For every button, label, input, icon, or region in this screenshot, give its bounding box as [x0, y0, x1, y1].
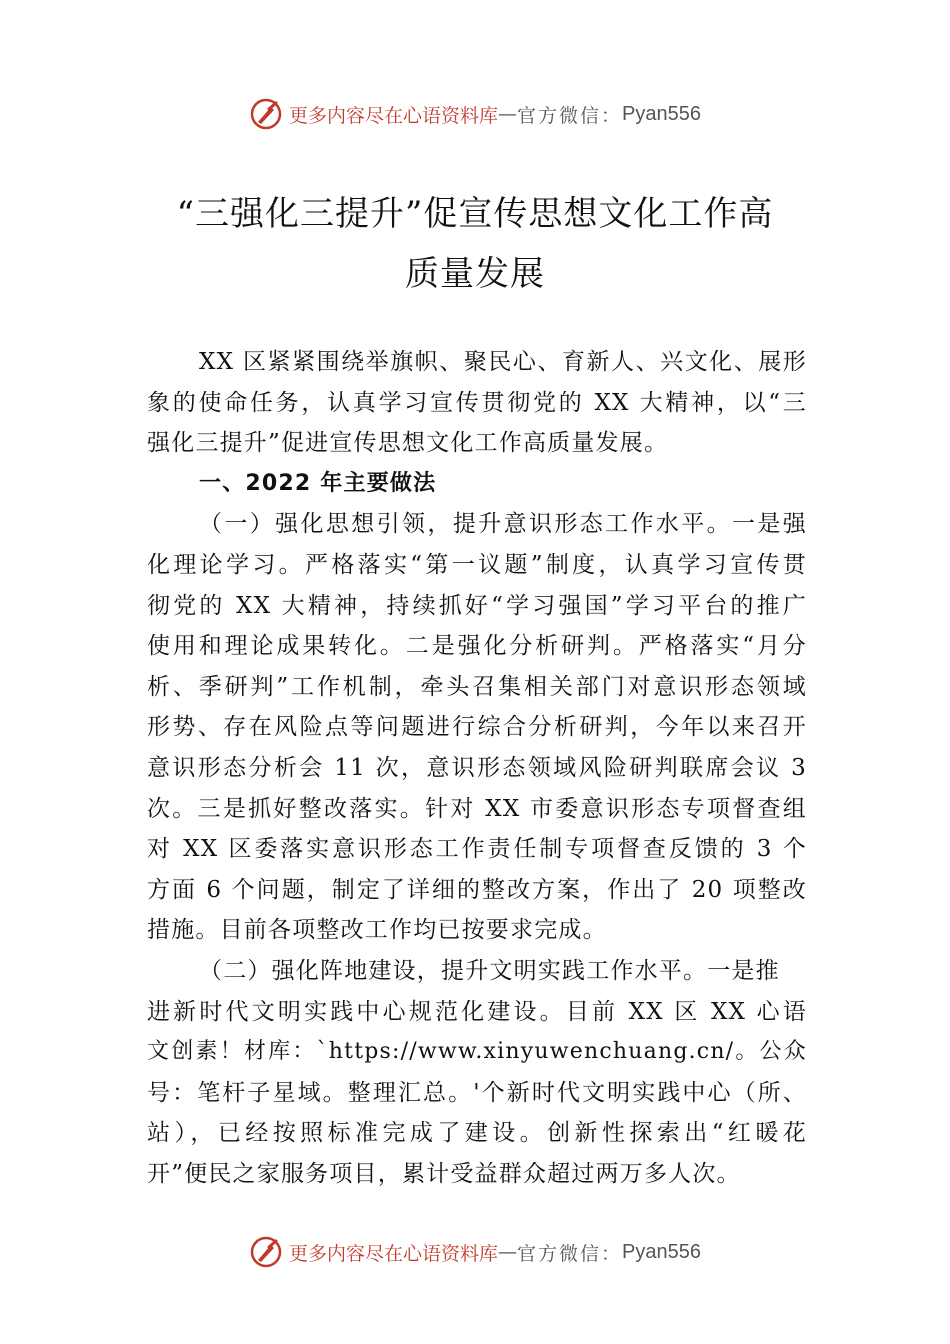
- body-line: 析、季研判”工作机制，牵头召集相关部门对意识形态领域: [147, 673, 807, 700]
- body-line: 方面 6 个问题，制定了详细的整改方案，作出了 20 项整改: [147, 876, 807, 903]
- watermark-account: Pyan556: [622, 102, 701, 125]
- body-line: （二）强化阵地建设，提升文明实践工作水平。一是推: [199, 957, 780, 984]
- body-line: 号：笔杆子星域。整理汇总。'个新时代文明实践中心（所、: [147, 1079, 807, 1106]
- watermark-account: Pyan556: [622, 1240, 701, 1263]
- body-line: 形势、存在风险点等问题进行综合分析研判，今年以来召开: [147, 714, 807, 741]
- body-line: 象的使命任务，认真学习宣传贯彻党的 XX 大精神，以“三: [147, 389, 807, 416]
- body-line: 站），已经按照标准完成了建设。创新性探索出“红暖花: [147, 1120, 807, 1147]
- watermark-footer: [0, 1232, 950, 1272]
- body-line: 对 XX 区委落实意识形态工作责任制专项督查反馈的 3 个: [147, 836, 807, 863]
- body-line: （一）强化思想引领，提升意识形态工作水平。一是强: [199, 511, 807, 538]
- body-line: 进新时代文明实践中心规范化建设。目前 XX 区 XX 心语: [147, 998, 807, 1025]
- title-line-2: 质量发展: [405, 254, 545, 294]
- body-line: 意识形态分析会 11 次，意识形态领域风险研判联席会议 3: [147, 754, 807, 781]
- watermark-header: [0, 94, 950, 134]
- document-body: [147, 342, 807, 1194]
- brush-logo-icon: [249, 97, 283, 131]
- body-line: 文创素！材库：`https://www.xinyuwenchuang.cn/。公众: [147, 1039, 807, 1065]
- body-line: 使用和理论成果转化。二是强化分析研判。严格落实“月分: [147, 633, 807, 660]
- body-line: XX 区紧紧围绕举旗帜、聚民心、育新人、兴文化、展形: [199, 349, 807, 375]
- watermark-brand: 更多内容尽在心语资料库: [289, 1242, 499, 1265]
- body-line: 彻党的 XX 大精神，持续抓好“学习强国”学习平台的推广: [147, 592, 807, 619]
- section-heading: 一、2022 年主要做法: [199, 470, 437, 496]
- document-title: [130, 184, 820, 304]
- body-line: 次。三是抓好整改落实。针对 XX 市委意识形态专项督查组: [147, 795, 807, 822]
- watermark-separator: —: [498, 103, 518, 125]
- watermark-brand: 更多内容尽在心语资料库: [289, 104, 499, 127]
- watermark-wechat-label: 官方微信：: [517, 1242, 623, 1265]
- watermark-separator: —: [498, 1241, 518, 1263]
- title-line-1: “三强化三提升”促宣传思想文化工作高: [176, 194, 774, 234]
- body-line: 强化三提升”促进宣传思想文化工作高质量发展。: [147, 430, 669, 457]
- brush-logo-icon: [249, 1235, 283, 1269]
- body-line: 开”便民之家服务项目，累计受益群众超过两万多人次。: [147, 1160, 741, 1187]
- body-line: 化理论学习。严格落实“第一议题”制度，认真学习宣传贯: [147, 551, 807, 578]
- body-line: 措施。目前各项整改工作均已按要求完成。: [147, 917, 607, 944]
- watermark-wechat-label: 官方微信：: [517, 104, 623, 127]
